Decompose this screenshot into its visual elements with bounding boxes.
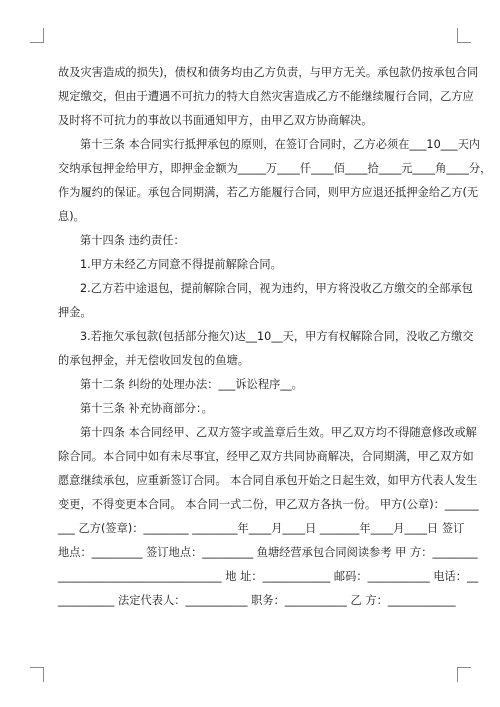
text-line: 变更，不得变更本合同。 本合同一式二份，甲乙双方各执一份。 甲方(公章)：______	[58, 498, 479, 511]
text-line: ___ 乙方(签章)：________ ________年____月____日 _______年____月____日 签订	[58, 522, 465, 535]
text-line: 第十四条 本合同经甲、乙双方签字或盖章后生效。甲乙双方均不得随意修改或解	[80, 426, 477, 439]
text-line: 故及灾害造成的损失)，债权和债务均由乙方负责，与甲方无关。承包款仍按承包合同	[58, 66, 479, 79]
text-line: 押金。	[58, 306, 92, 319]
document-body	[58, 66, 492, 608]
text-line: 第十四条 违约责任：	[80, 234, 185, 247]
text-line: 2.乙方若中途退包，提前解除合同，视为违约，甲方将没收乙方缴交的全部承包	[80, 282, 473, 295]
crop-mark-top-right	[457, 28, 471, 43]
text-line: __________ 法定代表人：___________ 职务：___________ 乙 方：____________	[58, 594, 456, 607]
text-line: 第十三条 本合同实行抵押承包的原则，在签订合同时，乙方必须在___10___天内	[80, 138, 481, 151]
text-line: _____________________________ 地 址：____________ 邮码：___________ 电话：__	[58, 570, 479, 583]
text-line: 1.甲方未经乙方同意不得提前解除合同。	[80, 258, 282, 271]
text-line: 作为履约的保证。承包合同期满，若乙方能履行合同，则甲方应退还抵押金给乙方(无	[58, 186, 479, 199]
text-line: 愿意继续承包，应重新签订合同。 本合同自承包开始之日起生效，如甲方代表人发生	[58, 474, 478, 487]
text-line: 及时将不可抗力的事故以书面通知甲方，由甲乙双方协商解决。	[58, 114, 373, 127]
text-line: 3.若拖欠承包款(包括部分拖欠)达__10__天，甲方有权解除合同，没收乙方缴交	[80, 330, 474, 343]
crop-mark-bottom-right	[457, 667, 471, 682]
text-line: 除合同。本合同中如有未尽事宜，经甲乙双方共同协商解决，合同期满，甲乙双方如	[58, 450, 474, 463]
crop-mark-bottom-left	[30, 667, 44, 682]
crop-mark-top-left	[30, 28, 44, 43]
text-line: 的承包押金，并无偿收回发包的鱼塘。	[58, 354, 250, 367]
text-line: 规定缴交，但由于遭遇不可抗力的特大自然灾害造成乙方不能继续履行合同，乙方应	[58, 90, 474, 103]
text-line: 交纳承包押金给甲方，即押金金额为_____万____仟____佰____拾____元____角____分，	[58, 162, 492, 175]
text-line: 第十二条 纠纷的处理办法：___诉讼程序__。	[80, 378, 303, 391]
text-line: 息)。	[58, 210, 85, 223]
text-line: 地点：_________ 签订地点：_________ 鱼塘经营承包合同阅读参考 甲 方：________	[58, 546, 478, 559]
text-line: 第十三条 补充协商部分：。	[80, 402, 213, 415]
